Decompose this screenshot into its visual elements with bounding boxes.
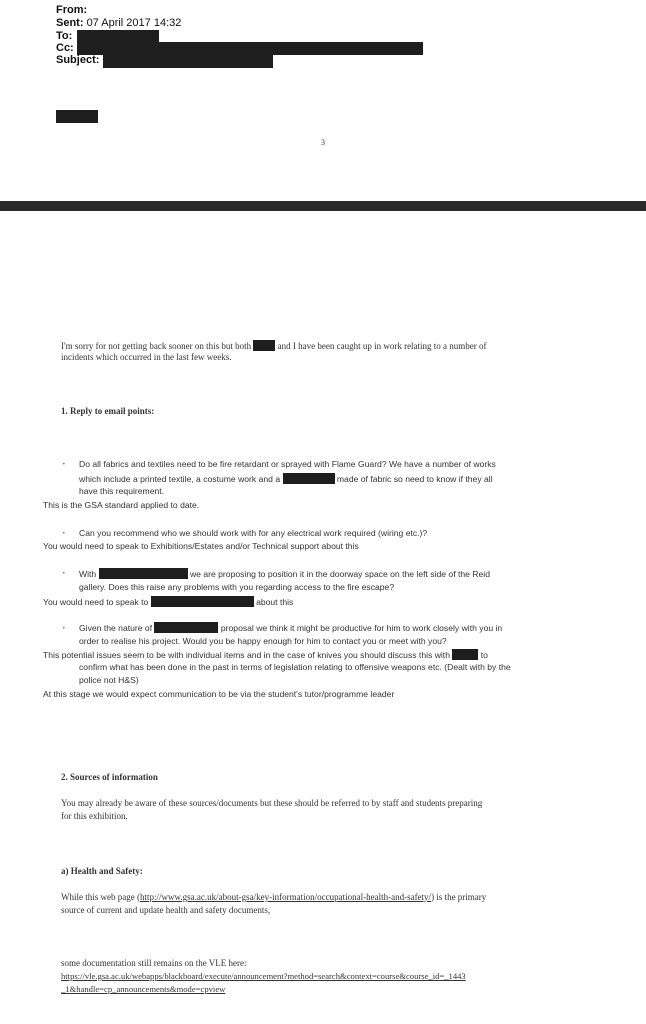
redaction-block bbox=[253, 340, 275, 351]
q4-line-2: order to realise his project. Would you be happy enough for him to contact you or meet with you? bbox=[79, 636, 447, 646]
intro-line-2: incidents which occurred in the last few weeks. bbox=[61, 352, 232, 362]
answer-2: You would need to speak to Exhibitions/Estates and/or Technical support about this bbox=[43, 541, 359, 551]
redaction-block bbox=[151, 596, 254, 607]
answer-1: This is the GSA standard applied to date. bbox=[43, 500, 200, 510]
bullet-icon: • bbox=[62, 530, 66, 537]
section-2a-title: a) Health and Safety: bbox=[61, 866, 143, 876]
from-label: From: bbox=[56, 4, 88, 16]
vle-link-line-2[interactable]: _1&handle=cp_announcements&mode=cpview bbox=[61, 984, 226, 994]
q1-text-b: made of fabric so need to know if they all bbox=[336, 474, 493, 484]
answer-3-text-b: about this bbox=[256, 597, 294, 607]
section-2-line-1: You may already be aware of these sources/documents but these should be referred to by staff and students preparing bbox=[61, 798, 483, 808]
cc-label: Cc: bbox=[56, 42, 74, 54]
bullet-icon: • bbox=[62, 570, 66, 577]
redaction-block bbox=[56, 110, 98, 123]
q4-text-a: Given the nature of bbox=[79, 623, 153, 633]
bullet-icon: • bbox=[62, 625, 66, 632]
q2-line: Can you recommend who we should work with for any electrical work required (wiring etc.)? bbox=[79, 528, 428, 538]
q1-line-3: have this requirement. bbox=[79, 486, 165, 496]
answer-4-text-b: to bbox=[480, 650, 488, 660]
redaction-block bbox=[99, 568, 188, 579]
sent-row bbox=[56, 17, 181, 29]
q3-line-2: gallery. Does this raise any problems with you regarding access to the fire escape? bbox=[79, 582, 395, 592]
answer-4-line-2: confirm what has been done in the past in terms of legislation relating to offensive weapons etc. (Dealt with by the bbox=[79, 662, 511, 672]
page-number: 3 bbox=[321, 138, 325, 147]
health-safety-text-b: ) is the primary bbox=[431, 892, 487, 902]
redaction-block bbox=[103, 55, 273, 68]
to-label: To: bbox=[56, 30, 73, 42]
q4-text-b: proposal we think it might be productive for him to work closely with you in bbox=[220, 623, 503, 633]
answer-4-line-1 bbox=[43, 649, 488, 660]
redaction-block bbox=[283, 473, 335, 484]
q1-line-2 bbox=[79, 473, 493, 484]
q1-text-a: which include a printed textile, a costume work and a bbox=[79, 474, 281, 484]
section-1-title: 1. Reply to email points: bbox=[61, 406, 155, 416]
q1-line-1: Do all fabrics and textiles need to be fire retardant or sprayed with Flame Guard? We have a number of works bbox=[79, 459, 496, 469]
answer-3-text-a: You would need to speak to bbox=[43, 597, 149, 607]
health-safety-text-a: While this web page ( bbox=[61, 892, 140, 902]
q3-text-b: we are proposing to position it in the doorway space on the left side of the Reid bbox=[189, 569, 490, 579]
health-safety-link[interactable]: http://www.gsa.ac.uk/about-gsa/key-information/occupational-health-and-safety/ bbox=[139, 892, 432, 902]
sent-label: Sent: bbox=[56, 17, 84, 29]
redaction-block bbox=[452, 649, 478, 660]
subject-label: Subject: bbox=[56, 54, 100, 66]
q3-line-1 bbox=[79, 568, 490, 579]
q4-line-1 bbox=[79, 622, 502, 633]
intro-text-a: I'm sorry for not getting back sooner on this but both bbox=[61, 341, 252, 351]
answer-4-text-a: This potential issues seem to be with individual items and in the case of knives you should discuss this with bbox=[43, 650, 450, 660]
redaction-block bbox=[77, 42, 423, 55]
answer-4-line-3: police not H&S) bbox=[79, 675, 139, 685]
sent-value: 07 April 2017 14:32 bbox=[86, 17, 182, 29]
redaction-block bbox=[154, 622, 218, 633]
health-safety-line-2: source of current and update health and safety documents, bbox=[61, 905, 271, 915]
section-2-line-2: for this exhibition. bbox=[61, 811, 128, 821]
answer-3 bbox=[43, 596, 293, 607]
intro-line-1 bbox=[61, 340, 487, 351]
intro-text-b: and I have been caught up in work relating to a number of bbox=[277, 341, 487, 351]
bullet-icon: • bbox=[62, 461, 66, 468]
vle-link-line-1[interactable]: https://vle.gsa.ac.uk/webapps/blackboard/execute/announcement?method=search&context=course&course_id=_1443 bbox=[61, 971, 466, 981]
page-divider bbox=[0, 201, 646, 211]
section-2-title: 2. Sources of information bbox=[61, 772, 158, 782]
health-safety-line-1 bbox=[61, 892, 486, 902]
vle-line: some documentation still remains on the VLE here: bbox=[61, 958, 247, 968]
q3-text-a: With bbox=[79, 569, 97, 579]
answer-4-line-4: At this stage we would expect communication to be via the student's tutor/programme leader bbox=[43, 689, 395, 699]
